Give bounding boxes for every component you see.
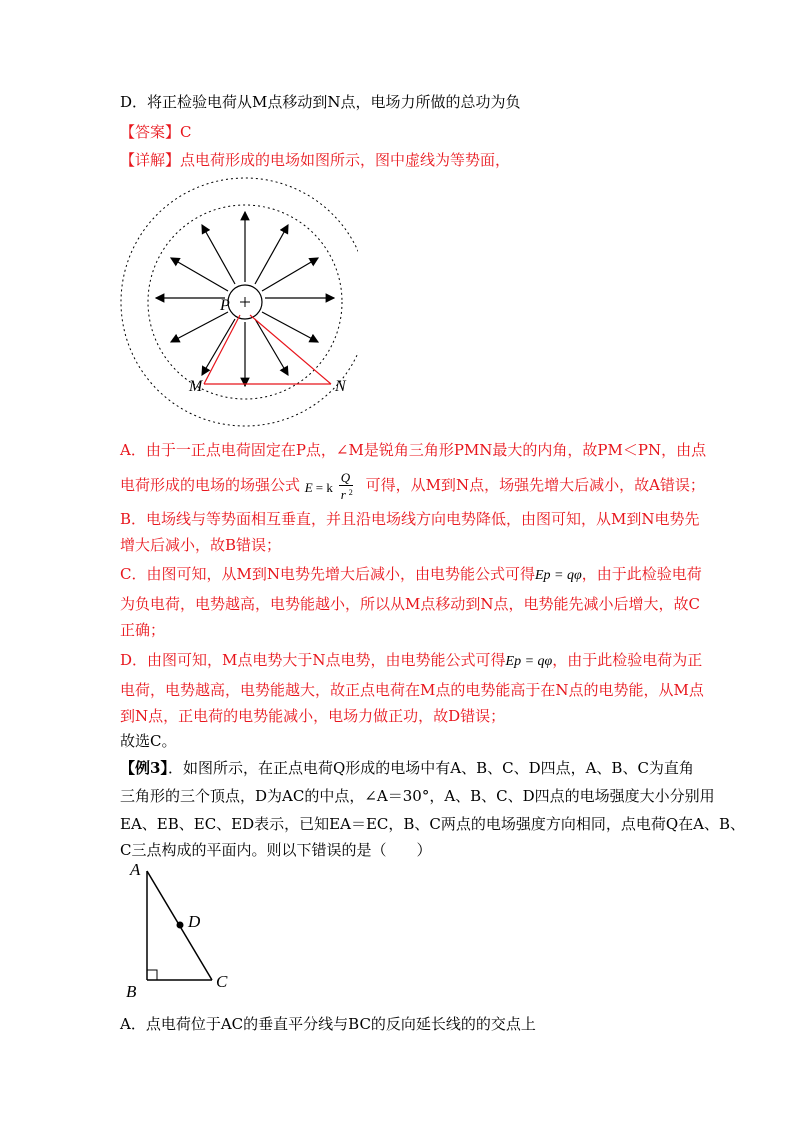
option-a: A．点电荷位于AC的垂直平分线与BC的反向延长线的的交点上 <box>120 1015 536 1033</box>
label-a: A <box>130 860 141 879</box>
label-d: D <box>188 912 201 931</box>
triangle-pmn <box>204 315 331 384</box>
field-diagram <box>118 170 358 432</box>
label-b: B <box>126 982 137 1001</box>
label-p: P <box>220 297 230 314</box>
label-n: N <box>335 378 346 395</box>
coulomb-formula: E = k Q r 2 <box>304 470 353 502</box>
example-3-line-2: 三角形的三个顶点，D为AC的中点，∠A＝30°，A、B、C、D四点的电场强度大小分别用 <box>120 787 715 805</box>
example-3-line-3: EA、EB、EC、ED表示，已知EA＝EC，B、C两点的电场强度方向相同，点电荷Q在A、B、 <box>120 815 746 833</box>
ep-formula-d: Ep = qφ <box>505 654 553 669</box>
analysis-d-1: D．由图可知，M点电势大于N点电势，由电势能公式可得Ep = qφ，由于此检验电荷为正 <box>120 651 703 669</box>
analysis-b-1: B．电场线与等势面相互垂直，并且沿电场线方向电势降低，由图可知，从M到N电势先 <box>120 510 700 528</box>
analysis-c-1: C．由图可知，从M到N电势先增大后减小，由电势能公式可得Ep = qφ，由于此检验电荷 <box>120 565 702 583</box>
analysis-a-2: 电荷形成的电场的场强公式 E = k Q r 2 可得，从M到N点，场强先增大后减小，故A错误； <box>120 470 705 502</box>
example-3-line-1: 【例3】．如图所示，在正点电荷Q形成的电场中有A、B、C、D四点，A、B、C为直角 <box>120 759 694 777</box>
example-3-label: 【例3】 <box>120 759 168 777</box>
analysis-c-2: 为负电荷，电势越高，电势能越小，所以从M点移动到N点，电势能先减小后增大，故C <box>120 595 700 613</box>
label-c: C <box>216 972 228 991</box>
option-d-previous: D．将正检验电荷从M点移动到N点，电场力所做的总功为负 <box>120 93 521 111</box>
triangle-diagram <box>122 855 242 1005</box>
analysis-d-3: 到N点，正电荷的电势能减小，电场力做正功，故D错误； <box>120 707 506 725</box>
analysis-b-2: 增大后减小，故B错误； <box>120 536 282 554</box>
label-m: M <box>189 378 203 395</box>
choose-line: 故选C。 <box>120 732 177 750</box>
ep-formula-c: Ep = qφ <box>534 568 582 583</box>
detail-intro: 【详解】点电荷形成的电场如图所示，图中虚线为等势面， <box>120 151 511 169</box>
answer-line: 【答案】C <box>120 123 192 141</box>
midpoint-d <box>177 922 184 929</box>
analysis-c-3: 正确； <box>120 621 166 639</box>
analysis-d-2: 电荷，电势越高，电势能越大，故正点电荷在M点的电势能高于在N点的电势能，从M点 <box>120 681 704 699</box>
analysis-a-1: A．由于一正点电荷固定在P点，∠M是锐角三角形PMN最大的内角，故PM＜PN，由点 <box>120 441 707 459</box>
example-3-line-4: C三点构成的平面内。则以下错误的是（ ） <box>120 841 432 859</box>
